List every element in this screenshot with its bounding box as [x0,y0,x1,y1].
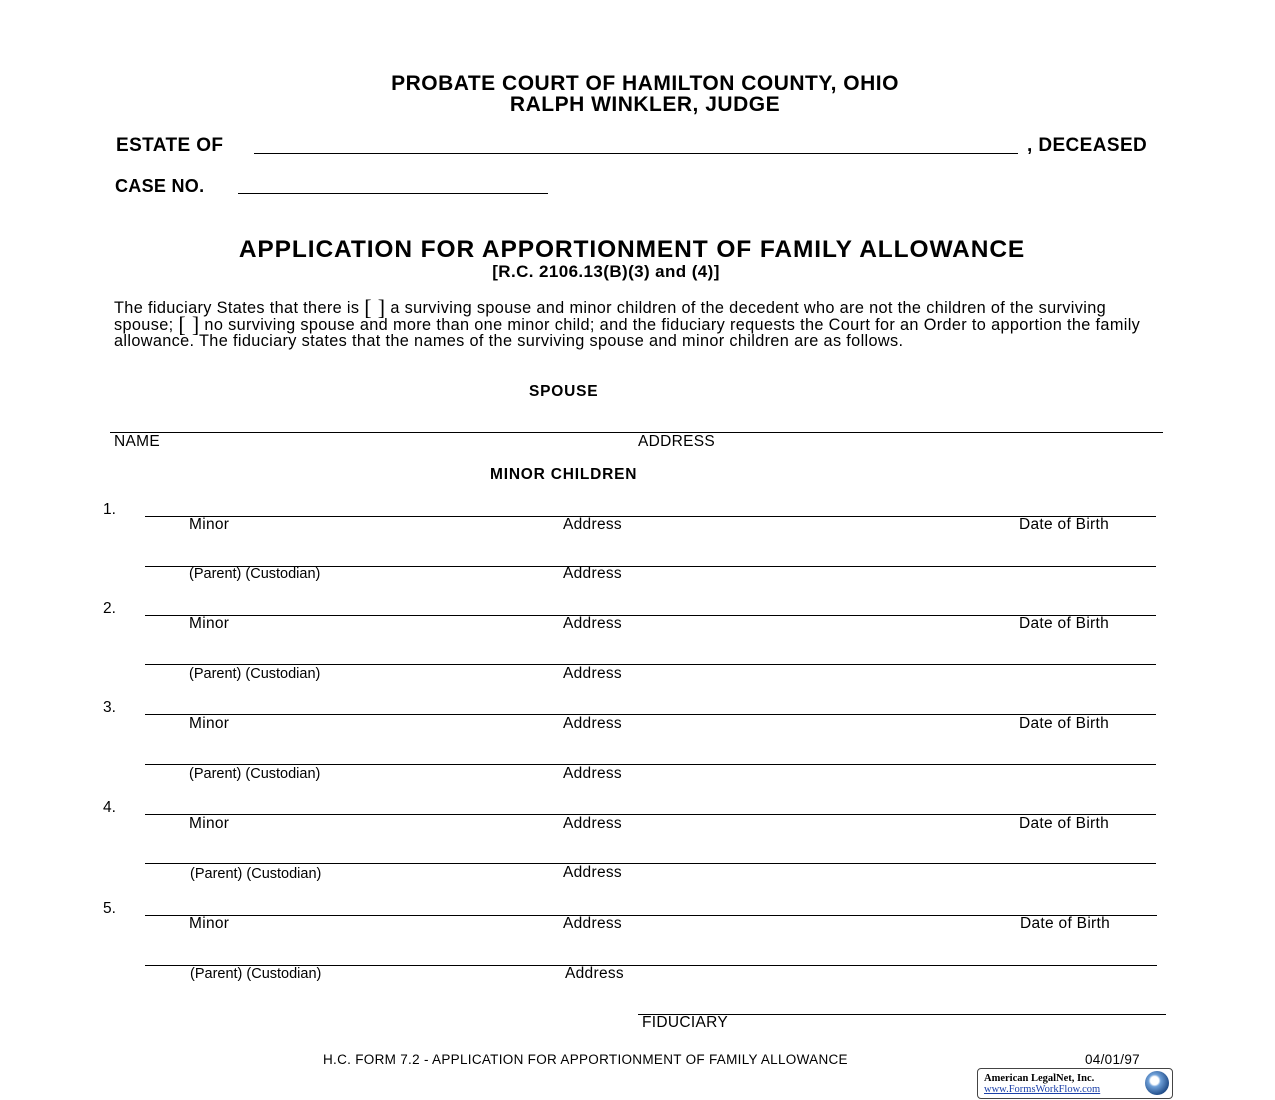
checkbox-spouse-children[interactable]: [ ] [364,295,386,320]
parent-label: (Parent) (Custodian) [189,766,321,782]
address-label: Address [563,815,622,832]
judge-name: RALPH WINKLER, JUDGE [509,93,781,116]
estate-name-field[interactable] [254,153,1018,154]
logo-company: American LegalNet, Inc. [984,1073,1095,1084]
child-minor-field[interactable] [145,915,1157,916]
deceased-label: , DECEASED [1027,135,1148,156]
child-parent-field[interactable] [145,764,1156,765]
globe-icon [1145,1071,1169,1095]
address-label: Address [563,715,622,732]
spouse-name-label: NAME [114,433,160,450]
case-label: CASE NO. [115,176,205,196]
statute-reference: [R.C. 2106.13(B)(3) and (4)] [492,262,720,281]
child-number: 2. [103,600,116,617]
minor-label: Minor [189,615,230,632]
child-number: 3. [103,699,116,716]
address-label: Address [565,965,624,982]
dob-label: Date of Birth [1019,815,1110,832]
court-name: PROBATE COURT OF HAMILTON COUNTY, OHIO [391,72,899,95]
spouse-heading: SPOUSE [529,383,599,400]
child-parent-field[interactable] [145,664,1156,665]
body-paragraph [114,295,1164,351]
child-number: 1. [103,501,116,518]
form-date: 04/01/97 [1085,1052,1140,1067]
address-label: Address [563,516,622,533]
address-label: Address [563,765,622,782]
body-text-1: The fiduciary States that there is [114,299,365,317]
logo-url[interactable]: www.FormsWorkFlow.com [984,1084,1101,1095]
form-footer: H.C. FORM 7.2 - APPLICATION FOR APPORTIONMENT OF FAMILY ALLOWANCE [323,1052,848,1067]
parent-label: (Parent) (Custodian) [189,566,321,582]
dob-label: Date of Birth [1020,915,1111,932]
child-parent-field[interactable] [145,863,1156,864]
minor-label: Minor [189,516,230,533]
checkbox-no-spouse[interactable]: [ ] [178,311,200,337]
minor-children-heading: MINOR CHILDREN [490,466,638,483]
american-legalnet-logo [977,1068,1173,1099]
case-number-field[interactable] [238,193,548,194]
child-number: 4. [103,799,116,816]
minor-label: Minor [189,715,230,732]
dob-label: Date of Birth [1019,615,1110,632]
body-text-3: no surviving spouse and more than one minor child; and the fiduciary requests the Court for an Order to apportion the family allowance. The fiduciary states that the names of the surviving spouse and minor children are as follows. [114,315,1141,351]
parent-label: (Parent) (Custodian) [190,866,322,882]
estate-label: ESTATE OF [116,135,224,156]
child-minor-field[interactable] [145,516,1156,517]
child-minor-field[interactable] [145,814,1156,815]
spouse-address-label: ADDRESS [638,433,716,450]
address-label: Address [563,864,622,881]
dob-label: Date of Birth [1019,715,1110,732]
minor-label: Minor [189,915,230,932]
minor-label: Minor [189,815,230,832]
parent-label: (Parent) (Custodian) [190,966,322,982]
fiduciary-label: FIDUCIARY [642,1014,728,1031]
child-number: 5. [103,900,116,917]
address-label: Address [563,615,622,632]
address-label: Address [563,665,622,682]
child-minor-field[interactable] [145,714,1156,715]
body-text-2: a surviving spouse and minor children of the decedent who are not the children of the surviving spouse; [114,299,1106,334]
child-minor-field[interactable] [145,615,1156,616]
dob-label: Date of Birth [1019,516,1110,533]
spouse-field[interactable] [110,432,1163,433]
address-label: Address [563,565,622,582]
address-label: Address [563,915,622,932]
parent-label: (Parent) (Custodian) [189,666,321,682]
form-title: APPLICATION FOR APPORTIONMENT OF FAMILY ALLOWANCE [238,236,1026,263]
